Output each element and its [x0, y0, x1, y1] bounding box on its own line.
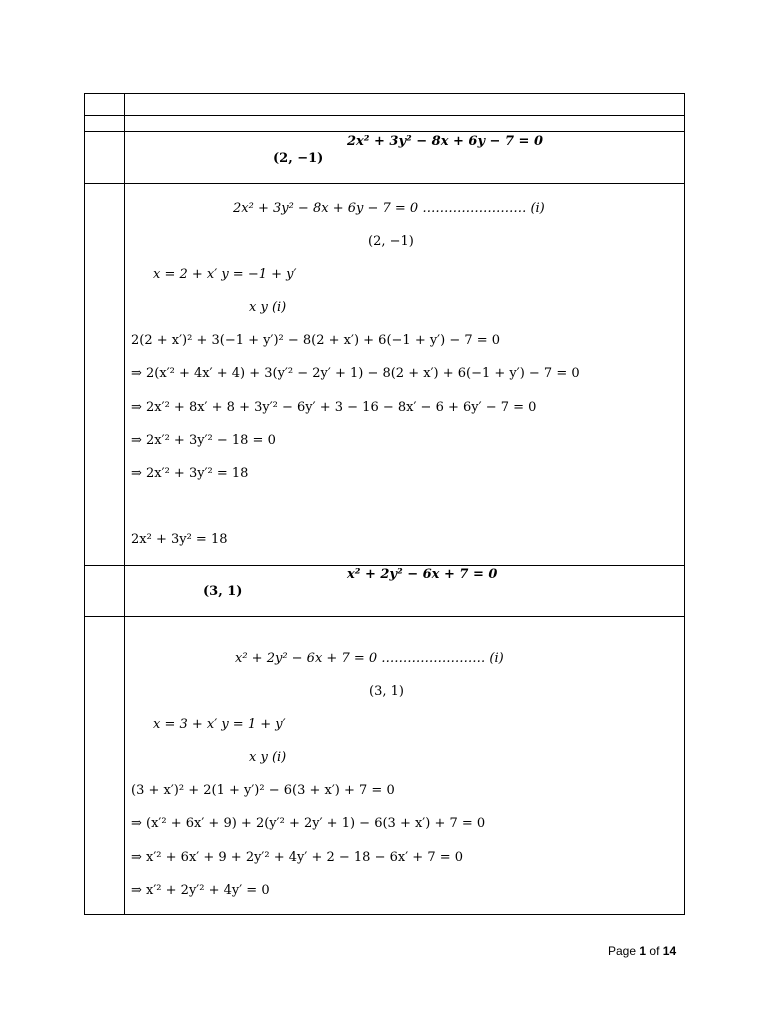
- page-total: 14: [662, 944, 677, 958]
- question-1-equation: 2x² + 3y² − 8x + 6y − 7 = 0: [347, 134, 543, 149]
- question-2-equation: x² + 2y² − 6x + 7 = 0: [347, 567, 498, 582]
- solution-2-origin: (3, 1): [369, 684, 404, 699]
- solution-1-result: 2x² + 3y² = 18: [131, 532, 228, 547]
- page-footer: [608, 943, 676, 959]
- solution-1-substitution: x = 2 + x′ y = −1 + y′: [153, 267, 297, 282]
- solution-2-vars-ref: x y (i): [249, 750, 287, 765]
- solution-1-equation-ref: 2x² + 3y² − 8x + 6y − 7 = 0 …………………… (i): [233, 201, 545, 216]
- question-2-point: (3, 1): [203, 584, 243, 599]
- question-1-point: (2, −1): [273, 151, 324, 166]
- solution-table: [84, 93, 685, 915]
- solution-2-substitution: x = 3 + x′ y = 1 + y′: [153, 717, 286, 732]
- solution-2-step-1: (3 + x′)² + 2(1 + y′)² − 6(3 + x′) + 7 = 0: [131, 783, 395, 798]
- row-divider: [85, 565, 684, 566]
- of-word: of: [649, 944, 660, 958]
- solution-2-equation-ref: x² + 2y² − 6x + 7 = 0 …………………… (i): [235, 651, 504, 666]
- solution-1-step-3: ⇒ 2x′² + 8x′ + 8 + 3y′² − 6y′ + 3 − 16 − 8x′ − 6 + 6y′ − 7 = 0: [131, 400, 537, 415]
- row-divider: [85, 183, 684, 184]
- page-word: Page: [608, 944, 637, 958]
- solution-1-step-5: ⇒ 2x′² + 3y′² = 18: [131, 466, 249, 481]
- solution-1-step-2: ⇒ 2(x′² + 4x′ + 4) + 3(y′² − 2y′ + 1) − 8(2 + x′) + 6(−1 + y′) − 7 = 0: [131, 366, 580, 381]
- solution-1-vars-ref: x y (i): [249, 300, 287, 315]
- solution-1-step-1: 2(2 + x′)² + 3(−1 + y′)² − 8(2 + x′) + 6(−1 + y′) − 7 = 0: [131, 333, 501, 348]
- row-divider: [85, 131, 684, 132]
- solution-1-step-4: ⇒ 2x′² + 3y′² − 18 = 0: [131, 433, 276, 448]
- page-number: 1: [639, 944, 647, 958]
- row-divider: [85, 115, 684, 116]
- row-divider: [85, 616, 684, 617]
- solution-2-step-4: ⇒ x′² + 2y′² + 4y′ = 0: [131, 883, 270, 898]
- solution-2-step-3: ⇒ x′² + 6x′ + 9 + 2y′² + 4y′ + 2 − 18 − 6x′ + 7 = 0: [131, 850, 464, 865]
- solution-1-origin: (2, −1): [368, 234, 414, 249]
- column-divider: [124, 94, 125, 914]
- solution-2-step-2: ⇒ (x′² + 6x′ + 9) + 2(y′² + 2y′ + 1) − 6(3 + x′) + 7 = 0: [131, 816, 486, 831]
